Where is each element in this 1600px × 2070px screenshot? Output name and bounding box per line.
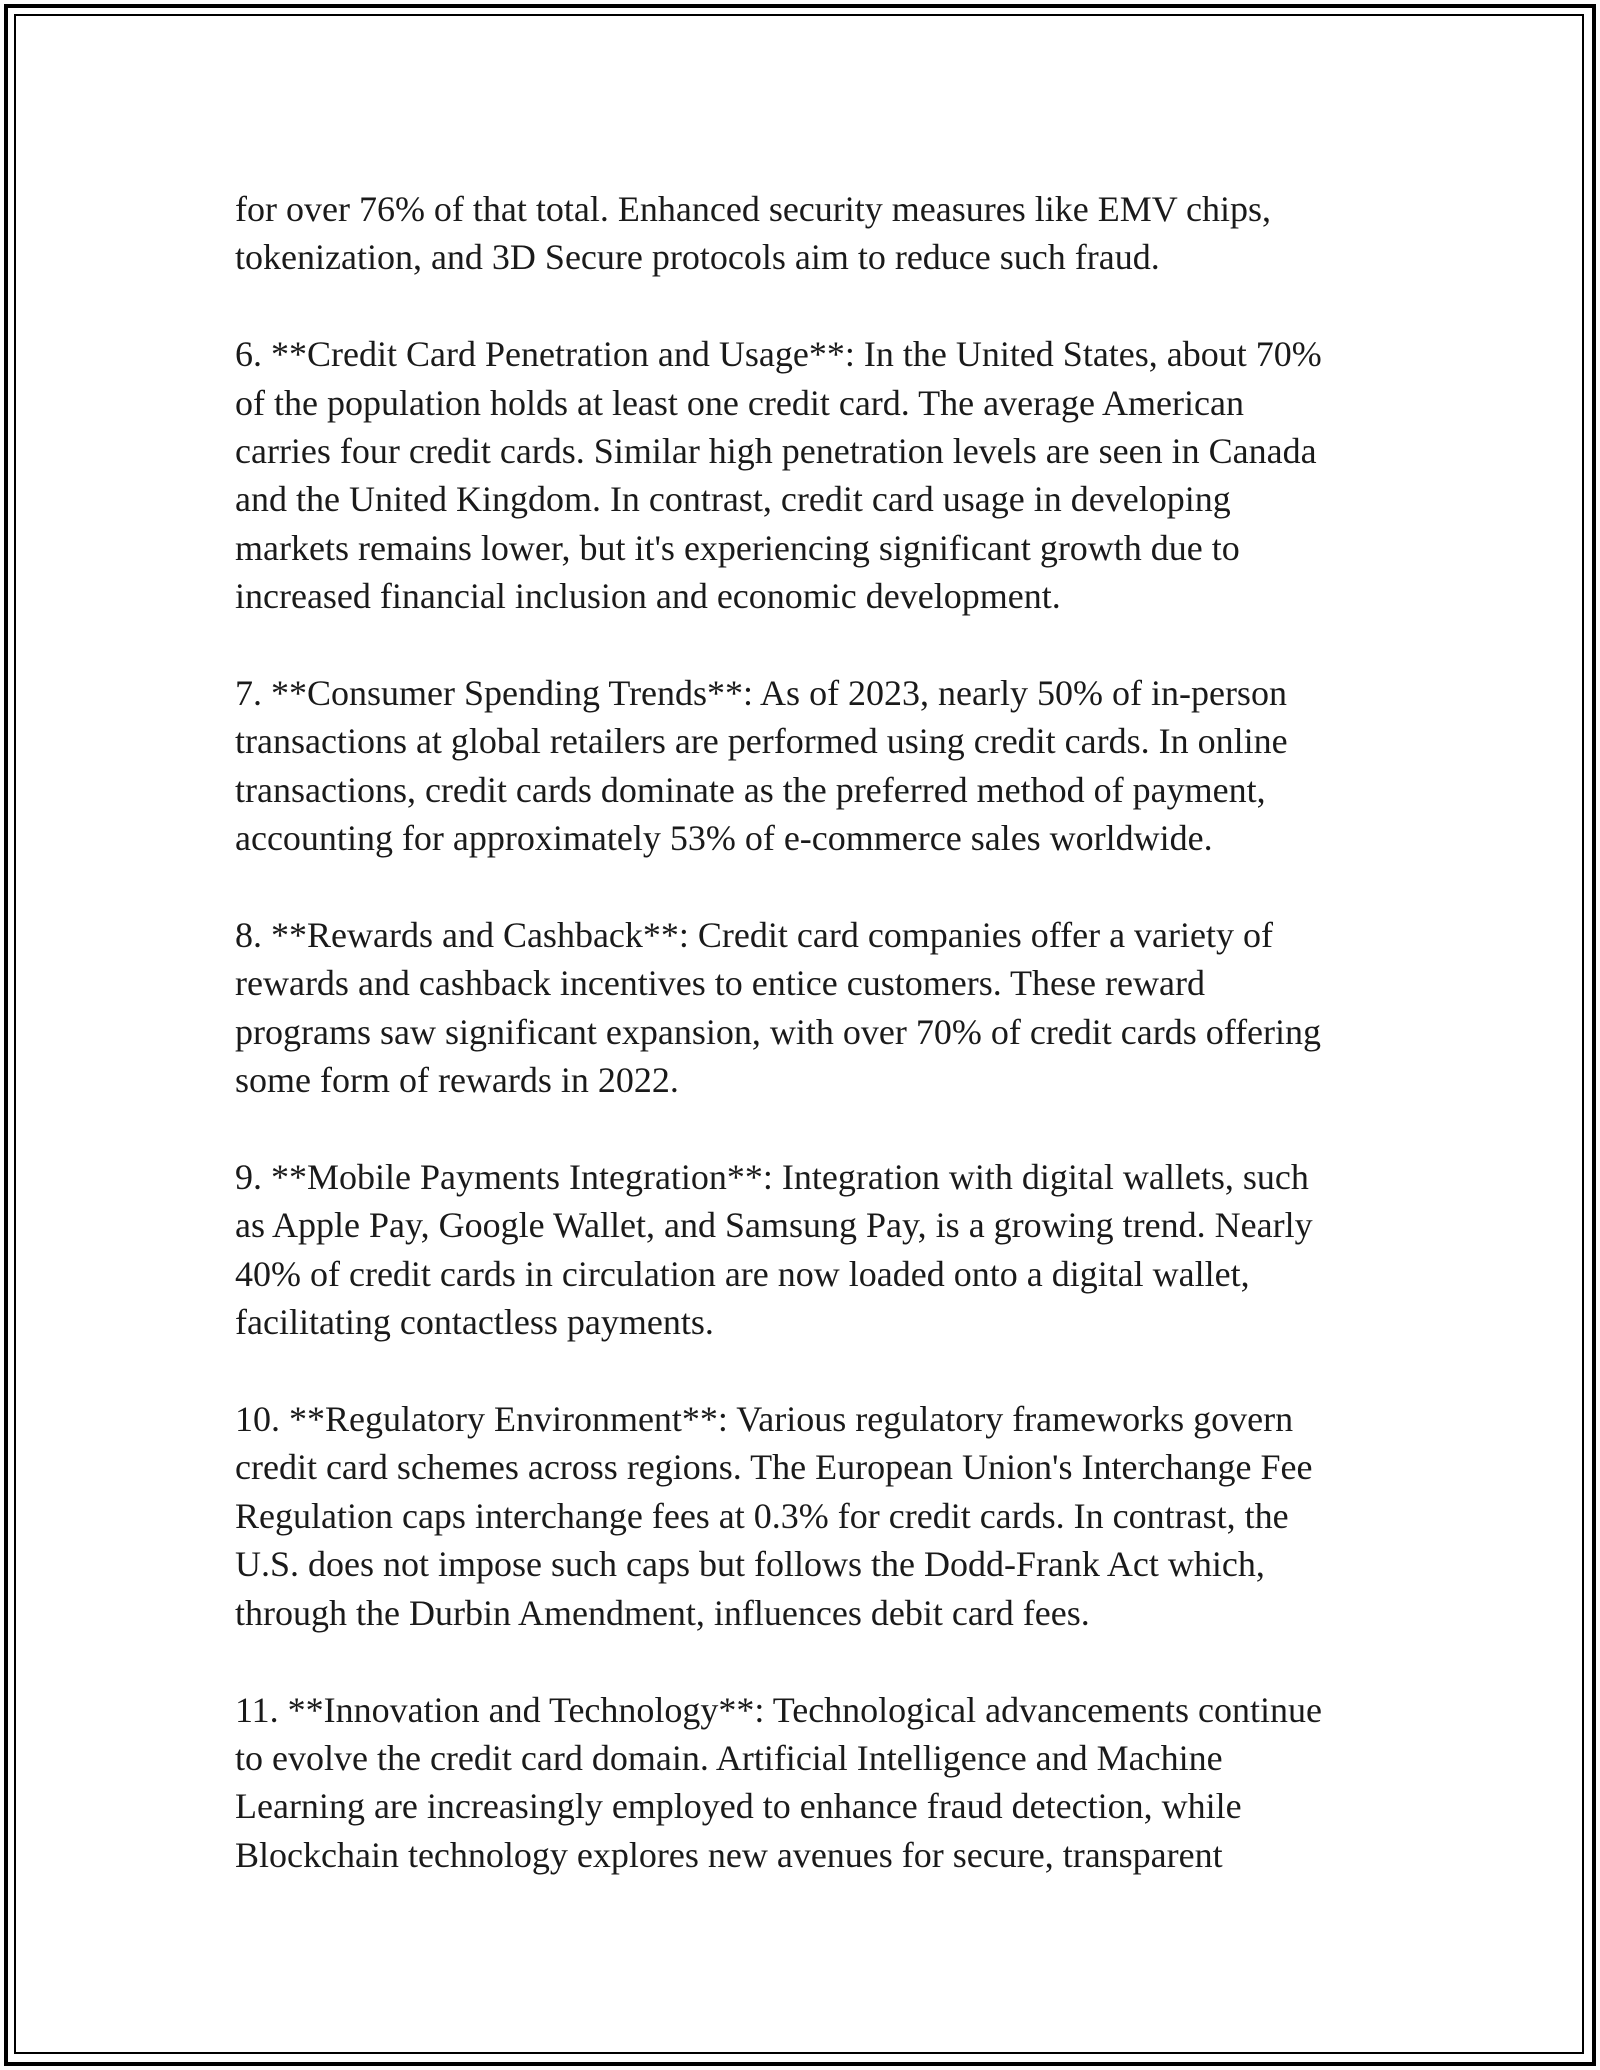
paragraph-mobile-payments: 9. **Mobile Payments Integration**: Integration with digital wallets, such as Apple Pay, Google Wallet, and Samsung Pay, is a growing trend. Nearly 40% of credit cards in circulation are now loaded onto a digital wallet, facilitating contactless payments.	[235, 1157, 1313, 1343]
document-body	[235, 185, 1365, 1928]
paragraph-consumer-spending: 7. **Consumer Spending Trends**: As of 2023, nearly 50% of in-person transactions at global retailers are performed using credit cards. In online transactions, credit cards dominate as the preferred method of payment, accounting for approximately 53% of e-commerce sales worldwide.	[235, 673, 1288, 859]
paragraph-fraud-security: for over 76% of that total. Enhanced security measures like EMV chips, tokenization, and 3D Secure protocols aim to reduce such fraud.	[235, 189, 1272, 278]
paragraph-regulatory-environment: 10. **Regulatory Environment**: Various regulatory frameworks govern credit card schemes across regions. The European Union's Interchange Fee Regulation caps interchange fees at 0.3% for credit cards. In contrast, the U.S. does not impose such caps but follows the Dodd-Frank Act which, through the Durbin Amendment, influences debit card fees.	[235, 1399, 1313, 1633]
paragraph-credit-card-penetration: 6. **Credit Card Penetration and Usage**: In the United States, about 70% of the population holds at least one credit card. The average American carries four credit cards. Similar high penetration levels are seen in Canada and the United Kingdom. In contrast, credit card usage in developing markets remains lower, but it's experiencing significant growth due to increased financial inclusion and economic development.	[235, 334, 1322, 617]
paragraph-rewards-cashback: 8. **Rewards and Cashback**: Credit card companies offer a variety of rewards and cashback incentives to entice customers. These reward programs saw significant expansion, with over 70% of credit cards offering some form of rewards in 2022.	[235, 915, 1322, 1101]
paragraph-innovation-technology: 11. **Innovation and Technology**: Technological advancements continue to evolve the credit card domain. Artificial Intelligence and Machine Learning are increasingly employed to enhance fraud detection, while Blockchain technology explores new avenues for secure, transparent	[235, 1689, 1323, 1875]
